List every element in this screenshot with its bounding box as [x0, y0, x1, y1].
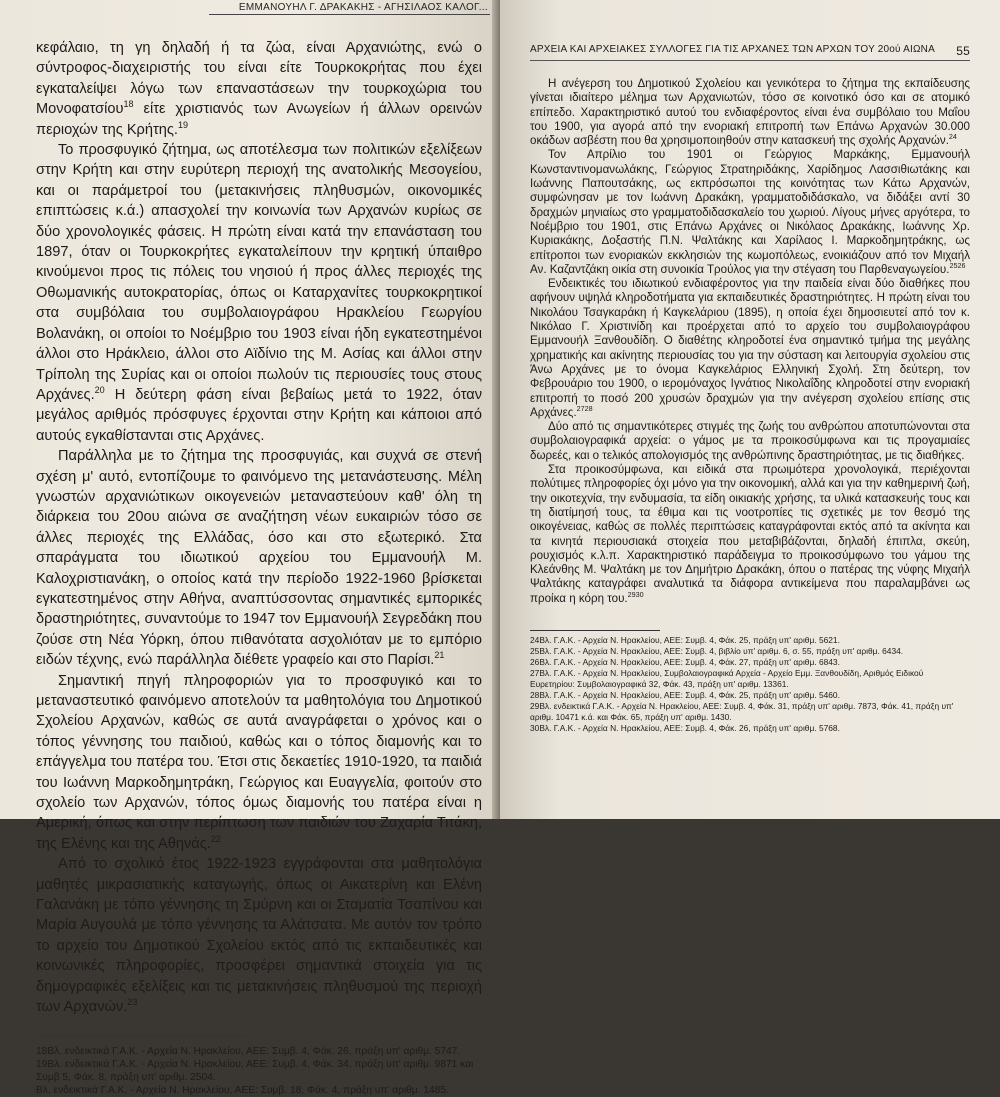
running-head-title: ΑΡΧΕΙΑ ΚΑΙ ΑΡΧΕΙΑΚΕΣ ΣΥΛΛΟΓΕΣ ΓΙΑ ΤΙΣ ΑΡΧΑΝΕΣ ΤΩΝ ΑΡΧΩΝ ΤΟΥ 20ού ΑΙΩΝΑ	[530, 44, 935, 55]
footnote-ref: 30	[635, 589, 644, 599]
right-body	[530, 77, 970, 606]
left-paragraph-4: Σημαντική πηγή πληροφοριών για το προσφυγικό και το μεταναστευτικό φαινόμενο αποτελούν τα μαθητολόγια του Δημοτικού Σχολείου Αρχανών, καθώς σε αυτά αναγράφεται ο χρόνος και ο τόπος γέννησης του παιδιού, καθώς και ο τόπος διαμονής και το επάγγελμα του πατέρα του. Έτσι στις δεκαετίες 1910-1920, τα παιδιά του Ιωάννη Μαρκοδημητράκη, Γεώργιος και Ευαγγελία, φοιτούν στο σχολείο των Αρχανών, τόπος όμως διαμονής του πατέρα είναι η Αμερική, όπως και στην περίπτωση των παιδιών του Ζαχαρία Τιτάκη, της Ελένης και της Αθηνάς.$^{22}$	[36, 672, 482, 852]
footnote: 26Βλ. Γ.Α.Κ. - Αρχεία Ν. Ηρακλείου, ΑΕΕ: Συμβ. 4, Φάκ. 27, πράξη υπ' αριθμ. 6843.	[530, 656, 840, 667]
footnote: 18Βλ. ενδεικτικά Γ.Α.Κ. - Αρχεία Ν. Ηρακλείου, ΑΕΕ: Συμβ. 4, Φάκ. 26, πράξη υπ' αριθμ. 5747.	[36, 1045, 461, 1057]
footnote-ref: 19	[177, 119, 189, 130]
footnote: Βλ. ενδεικτικά Γ.Α.Κ. - Αρχεία Ν. Ηρακλείου, ΑΕΕ: Συμβ. 18, Φάκ. 4, πράξη υπ' αριθμ. 1485.	[36, 1084, 449, 1096]
left-paragraph-3: Παράλληλα με το ζήτημα της προσφυγιάς, και συχνά σε στενή σχέση μ' αυτό, εντοπίζουμε το φαινόμενο της μετανάστευσης. Μέλη γνωστών αρχανιώτικων οικογενειών μεταναστεύουν καθ' όλη τη διάρκεια του 20ου αιώνα σε αναζήτηση νέων ευκαιριών τόσο σε άλλες περιοχές της Ελλάδας, όσο και στο εξωτερικό. Στα σπαράγματα του ιδιωτικού αρχείου του Εμμανουήλ Μ. Καλοχριστιανάκη, ο οποίος κατά την περίοδο 1922-1960 βρίσκεται εγκατεστημένος στην Αθήνα, αναπτύσσοντας σημαντικές εμπορικές δραστηριότητες, συναντούμε το 1947 τον Εμμανουήλ Σεγρεδάκη που ζούσε στη Νέα Υόρκη, όπου πιθανότατα ασχολιόταν με το εμπόριο ειδών τέχνης, ενώ παράλληλα διέθετε γραφείο και στο Παρίσι.$^{21}$	[36, 448, 482, 669]
footnote-ref: 28	[584, 403, 593, 413]
footnote: 28Βλ. Γ.Α.Κ. - Αρχεία Ν. Ηρακλείου, ΑΕΕ: Συμβ. 4, Φάκ. 25, πράξη υπ' αριθμ. 5460.	[530, 689, 840, 700]
footnote-divider	[36, 1036, 246, 1037]
footnote-ref: 24	[948, 132, 957, 142]
left-page	[0, 0, 500, 1096]
page-number: 55	[956, 44, 970, 58]
footnote-ref: 29	[627, 589, 636, 599]
right-paragraph-3: Ενδεικτικές του ιδιωτικού ενδιαφέροντος για την παιδεία είναι δύο διαθήκες που αφήνουν υψηλά κληροδοτήματα για εκπαιδευτικές δραστηριότητες. Η πρώτη είναι του Νικολάου Τσαγκαράκη ή Καγκελάριου (1895), η οποία έχει δημοσιευτεί από τον κ. Νικόλαο Γ. Χριστινίδη και προέρχεται από το αρχείο του συμβολαιογράφου Εμμανουήλ Ξανθουδίδη. Ο διαθέτης κληροδοτεί ένα σημαντικό τμήμα της μεγάλης χρηματικής και ακίνητης περιουσίας του για την σύσταση και λειτουργία σχολείου στις Άνω Αρχάνες με το όνομα Καγκελάριος Ελληνική Σχολή. Στη δεύτερη, τον Φεβρουάριο του 1900, ο ιερομόναχος Ιγνάτιος Νικολαΐδης κληροδοτεί στην ενοριακή επιτροπή το ποσό 200 χρυσών δραχμών για την ανέγερση σχολείου επίσης στις Αρχάνες.$^{2728}$	[530, 277, 970, 419]
footnote: 27Βλ. Γ.Α.Κ. - Αρχεία Ν. Ηρακλείου, Συμβολαιογραφικά Αρχεία - Αρχείο Εμμ. Ξανθουδίδη, Αριθμός Ειδικού Ευρετηρίου: Συμβολαιογραφικά 32, Φάκ. 43, πράξη υπ' αριθμ. 13361.	[530, 667, 924, 689]
footnote-ref: 26	[957, 261, 966, 270]
footnote: 29Βλ. ενδεικτικά Γ.Α.Κ. - Αρχεία Ν. Ηρακλείου, ΑΕΕ: Συμβ. 4, Φάκ. 31, πράξη υπ' αριθμ. 7873, Φάκ. 41, πράξη υπ' αριθμ. 10471 κ.ά. και Φάκ. 65, πράξη υπ' αριθμ. 1430.	[530, 700, 954, 722]
left-running-head: ΕΜΜΑΝΟΥΗΛ Γ. ΔΡΑΚΑΚΗΣ - ΑΓΗΣΙΛΑΟΣ ΚΑΛΟΓ...	[209, 2, 490, 15]
left-footnotes	[36, 1045, 482, 1097]
right-paragraph-2: Τον Απρίλιο του 1901 οι Γεώργιος Μαρκάκης, Εμμανουήλ Κωνσταντινομανωλάκης, Γεώργιος Στρατηριδάκης, Χαρίδημος Λασσιθιωτάκης και Ιωάννης Παπουτσάκης, ως εκπρόσωποι της κοινότητας των Κάτω Αρχανών, συμφώνησαν με τον Ιωάννη Δρακάκη, γραμματοδιδάσκαλο, να διδάξει αντί 30 δραχμών μηνιαίως στο γραμματοδιδασκαλείο του χωριού. Λίγους μήνες αργότερα, το Νοέμβριο του 1901, στις Επάνω Αρχάνες οι Νικόλαος Δρακάκης, Ιωάννης Χρ. Κυριακάκης, Δοξαστής Π.Ν. Ψαλτάκης και Χαρίλαος Ι. Μαρκοδημητράκης, ως επίτροποι των ενοριακών εκκλησιών της κωμοπόλεως, ενοικιάζουν από τον Μιχαήλ Αν. Καζαντζάκη οικία στη συνοικία Τρούλος για την στέγαση του Παρθεναγωγείου.$^{2526}$	[530, 148, 970, 276]
right-paragraph-5: Στα προικοσύμφωνα, και ειδικά στα πρωιμότερα χρονολογικά, περιέχονται πολύτιμες πληροφορίες όχι μόνο για την οικονομική, αλλά και για την καθημερινή ζωή, την οικοτεχνία, την ενδυμασία, τα είδη οικιακής χρήσης, τα υλικά κατασκευής τους και τη διατίμησή τους, τα έθιμα και τις νοοτροπίες τις σχετικές με τον θεσμό της οικογένειας, καθώς σε πολλές περιπτώσεις καταγράφονται εκτός από τα ακίνητα και τα κινητά περιουσιακά στοιχεία που μεταβιβάζονται, δηλαδή έπιπλα, σκεύη, ρουχισμός κ.λ.π. Χαρακτηριστικό παράδειγμα το προικοσύμφωνο του γάμου της Κλεάνθης Μ. Ψαλτάκη με τον Δημήτριο Δρακάκη, όπου ο πατέρας της νύφης Μιχαήλ Ψαλτάκης καταγράφει αναλυτικά τα διάφορα αντικείμενα που παραλαμβάνει ως προίκα η κόρη του.$^{2930}$	[530, 463, 970, 605]
footnote: 19Βλ. ενδεικτικά Γ.Α.Κ. - Αρχεία Ν. Ηρακλείου, ΑΕΕ: Συμβ. 4, Φάκ. 34, πράξη υπ' αριθμ. 9871 και Συμβ 5, Φάκ. 8, πράξη υπ' αριθμ. 2504.	[36, 1058, 474, 1083]
footnote-ref: 21	[434, 650, 445, 661]
right-running-head	[530, 44, 970, 61]
left-paragraph-5: Από το σχολικό έτος 1922-1923 εγγράφονται στα μαθητολόγια μαθητές μικρασιατικής καταγωγής, όπως οι Αικατερίνη και Ελένη Γαλανάκη με τόπο γέννησης τη Σμύρνη και οι Σταματία Τσαπίνου και Μαρία Αυγουλά με τόπο γέννησης τα Αλάτσατα. Με αυτόν τον τρόπο το αρχείο του Δημοτικού Σχολείου εκτός από τις εκπαιδευτικές και κοινωνικές πληροφορίες, προσφέρει σημαντικά στοιχεία για τις δημογραφικές εξελίξεις και τις μετακινήσεις πληθυσμού της περιοχή των Αρχανών.$^{23}$	[36, 856, 482, 1016]
right-paragraph-4: Δύο από τις σημαντικότερες στιγμές της ζωής του ανθρώπου αποτυπώνονται στα συμβολαιογραφικά αρχεία: ο γάμος με τα προικοσύμφωνα και τις προγαμιαίες δωρεές, και ο τελικός απολογισμός της ανθρώπινης δραστηριότητας, με τις διαθήκες.	[530, 420, 970, 462]
footnote-ref: 25	[949, 261, 958, 270]
footnote-ref: 23	[127, 997, 138, 1008]
right-paragraph-1: Η ανέγερση του Δημοτικού Σχολείου και γενικότερα το ζήτημα της εκπαίδευσης γίνεται ιδιαίτερο μέλημα των Αρχανιωτών, τόσο σε κοινοτικό όσο και σε ατομικό επίπεδο. Χαρακτηριστικό αυτού του ενδιαφέροντος είναι ένα συμβόλαιο του Μαΐου του 1900, για αγορά από την ενοριακή επιτροπή των Επάνω Αρχανών 30.000 οκάδων ασβέστη που θα χρησιμοποιηθούν στην κατασκευή της σχολής Αρχανών.$^{24}$	[530, 77, 970, 148]
footnote: 25Βλ. Γ.Α.Κ. - Αρχεία Ν. Ηρακλείου, ΑΕΕ: Συμβ. 4, βιβλίο υπ' αριθμ. 6, σ. 55, πράξη υπ' αριθμ. 6434.	[530, 645, 904, 656]
footnote: 30Βλ. Γ.Α.Κ. - Αρχεία Ν. Ηρακλείου, ΑΕΕ: Συμβ. 4, Φάκ. 26, πράξη υπ' αριθμ. 5768.	[530, 722, 840, 733]
left-paragraph-1: κεφάλαιο, τη γη δηλαδή ή τα ζώα, είναι Αρχανιώτης, ενώ ο σύντροφος-διαχειριστής του είναι είτε Τουρκοκρήτας που έχει εγκαταλείψει λόγω των επαναστάσεων την τουρκοχώρια του Μονοφατσίου$^{18}$ είτε χριστιανός των Ανωγείων ή άλλων ορεινών περιοχών της Κρήτης.$^{19}$	[36, 40, 482, 138]
footnote-ref: 20	[94, 385, 105, 396]
footnote-ref: 18	[123, 99, 134, 110]
right-footnotes	[530, 635, 970, 734]
right-page	[500, 0, 1000, 819]
footnote-ref: 22	[210, 833, 221, 844]
footnote: 24Βλ. Γ.Α.Κ. - Αρχεία Ν. Ηρακλείου, ΑΕΕ: Συμβ. 4, Φάκ. 25, πράξη υπ' αριθμ. 5621.	[530, 634, 840, 645]
footnote-divider	[530, 630, 660, 631]
left-body	[36, 38, 482, 1018]
left-paragraph-2: Το προσφυγικό ζήτημα, ως αποτέλεσμα των πολιτικών εξελίξεων στην Κρήτη και στην ευρύτερη περιοχή της ανατολικής Μεσογείου, και οι παράμετροί του (μετακινήσεις πληθυσμών, οικονομικές επιπτώσεις κ.ά.) απασχολεί την κοινωνία των Αρχανών κυρίως σε δύο χρονολογικές φάσεις. Η πρώτη είναι κατά την επανάσταση του 1897, όταν οι Τουρκοκρήτες εγκαταλείπουν την κρητική ύπαιθρο κινούμενοι προς τις πόλεις του νησιού ή προς άλλες περιοχές της Οθωμανικής αυτοκρατορίας, όπως οι Καταρχανίτες τουρκοκρητικοί στα συμβόλαια του συμβολαιογράφου Ηρακλείου Γεωργίου Βολανάκη, οι οποίοι το Νοέμβριο του 1903 είναι ήδη εγκατεστημένοι άλλοι στο Ηράκλειο, άλλοι στο Αϊδίνιο της Μ. Ασίας και άλλοι στην Τρίπολη της Συρίας και οι οποίοι πωλούν τις περιουσίες τους στους Αρχάνες.$^{20}$ Η δεύτερη φάση είναι βεβαίως μετά το 1922, όταν μεγάλος αριθμός πρόσφυγες έρχονται στην Κρήτη και κάποιοι από αυτούς εγκαθίστανται στις Αρχάνες.	[36, 142, 482, 444]
footnote-ref: 27	[576, 403, 585, 413]
